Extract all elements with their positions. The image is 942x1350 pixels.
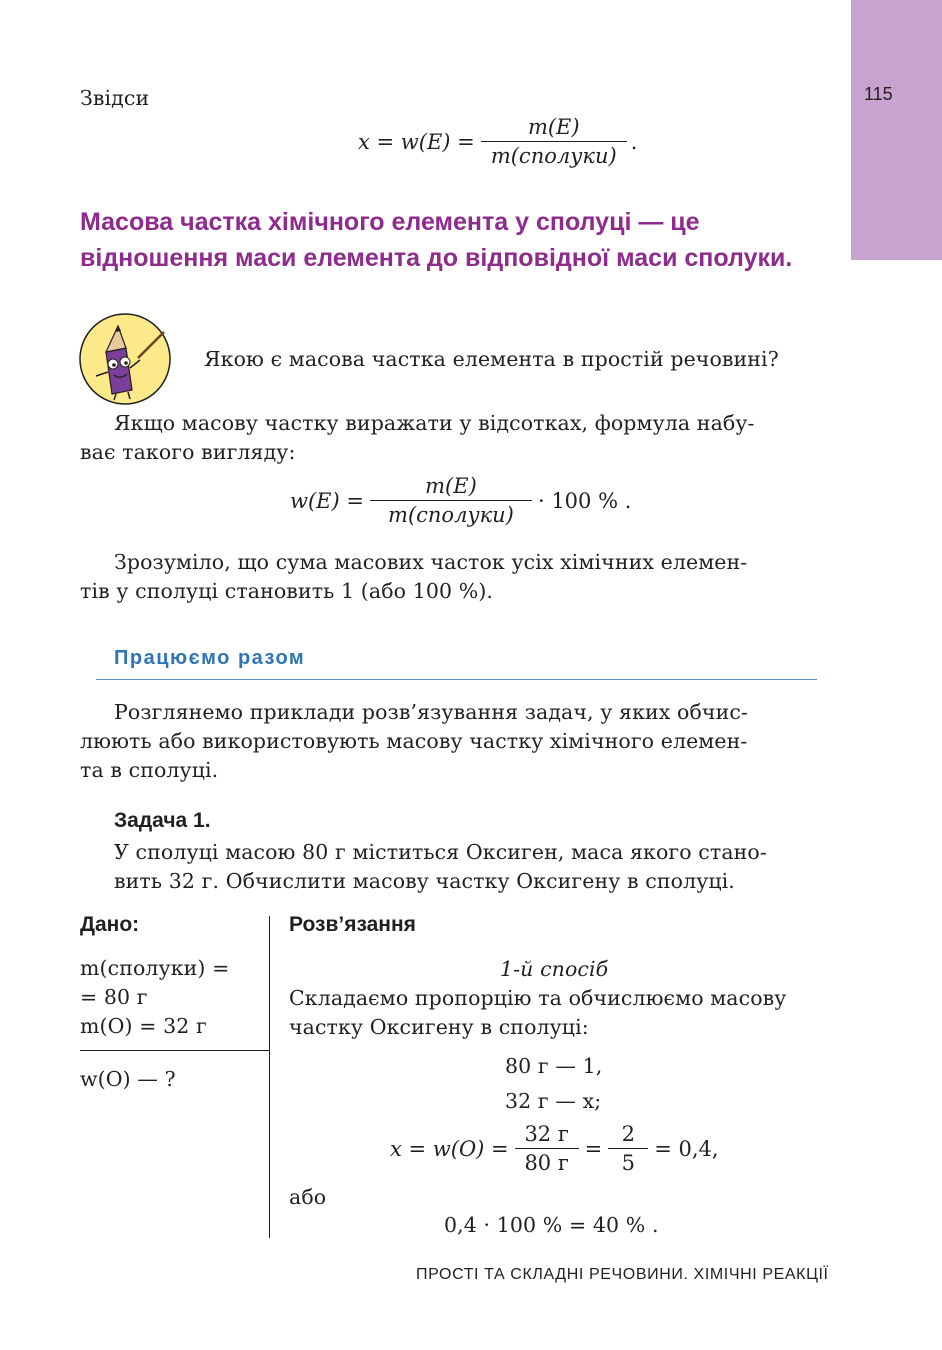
formula2-numerator: m(E) [425,474,477,498]
task-line1: У сполуці масою 80 г міститься Оксиген, маса якого стано- [114,840,767,864]
calc-rhs: = 0,4, [654,1136,719,1161]
given-line3: m(O) = 32 г [80,1014,207,1038]
solution-divider [269,916,270,1238]
running-footer: ПРОСТІ ТА СКЛАДНІ РЕЧОВИНИ. ХІМІЧНІ РЕАКЦІЇ [416,1266,829,1283]
given-title: Дано: [80,913,140,936]
solution-line1: Складаємо пропорцію та обчислюємо масову [289,986,787,1010]
formula2-denominator: m(сполуки) [388,503,514,527]
para1-line2: ває такого вигляду: [80,440,296,464]
formula1-numerator: m(E) [527,115,580,139]
calc-fraction2 [608,1122,648,1175]
para2-line1: Зрозуміло, що сума масових часток усіх хімічних елемен- [114,550,748,574]
calc-lhs: x = w(O) = [390,1136,509,1161]
formula-percent [290,474,631,527]
proportion-line2: 32 г — x; [505,1089,602,1113]
given-line1: m(сполуки) = [80,956,230,980]
calc-equals: = [584,1136,603,1161]
intro-word: Звідси [80,86,150,110]
section-title: Працюємо разом [114,647,306,669]
page-number: 115 [864,84,893,104]
para3-line1: Розглянемо приклади розв’язування задач, у яких обчис- [114,700,748,724]
formula2-fraction [370,474,532,527]
para2-line2: тів у сполуці становить 1 (або 100 %). [80,579,494,603]
proportion-line1: 80 г — 1, [505,1054,603,1078]
calc-numerator1: 32 г [524,1122,569,1146]
para3-line3: та в сполуці. [80,758,219,782]
formula1-end: . [630,129,638,154]
formula1-denominator: m(сполуки) [490,144,617,168]
definition-text: Масова частка хімічного елемента у сполуці — це відношення маси елемента до відповідної маси сполуки. [80,208,793,272]
solution-title: Розв’язання [289,913,416,936]
question-text: Якою є масова частка елемента в простій речовині? [204,347,779,371]
given-divider [80,1050,270,1051]
calc-fraction1 [515,1122,579,1175]
solution-or: або [289,1185,327,1209]
formula2-lhs: w(E) = [290,488,364,513]
pencil-mascot-icon [78,312,172,406]
chapter-tab [851,0,942,260]
para3-line2: люють або використовують масову частку хімічного елемен- [80,729,748,753]
calculation-formula [390,1122,719,1175]
section-divider [96,679,817,680]
calc-denominator2: 5 [621,1151,635,1175]
given-line2: = 80 г [80,985,148,1009]
formula1-lhs: x = w(E) = [358,129,475,154]
formula2-rhs: · 100 % . [537,488,632,513]
calc-numerator2: 2 [621,1122,635,1146]
given-find: w(O) — ? [80,1067,176,1091]
calc-denominator1: 80 г [524,1151,569,1175]
formula1-fraction [481,115,627,168]
task-line2: вить 32 г. Обчислити масову частку Оксигену в сполуці. [114,869,735,893]
formula-mass-fraction [358,115,637,168]
solution-final: 0,4 · 100 % = 40 % . [444,1213,659,1237]
solution-line2: частку Оксигену в сполуці: [289,1015,589,1039]
solution-method: 1-й спосіб [500,957,609,981]
para1-line1: Якщо масову частку виражати у відсотках, формула набу- [114,411,755,435]
task-label: Задача 1. [114,809,211,832]
